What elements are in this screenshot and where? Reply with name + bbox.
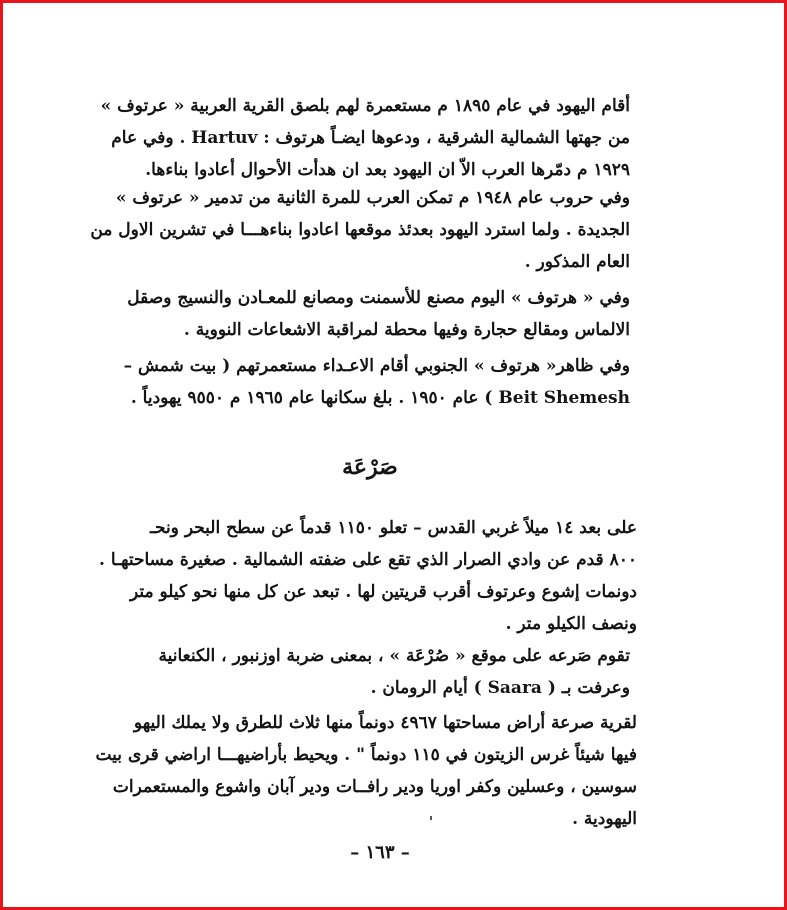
text-line: تقوم صَرعه على موقع « صُرْعَة » ، بمعنى ضربة اوزنبور ، الكنعانية [158,646,630,666]
paragraph-sara-history [160,640,630,704]
text-line: ونصف الكيلو متر . [505,614,637,634]
text-line: Beit Shemesh ) عام ١٩٥٠ . بلغ سكانها عام ١٩٦٥ م ٩٥٥٠ يهودياً . [130,388,630,408]
paragraph-sara-lands [95,707,637,835]
text-line: العام المذكور . [524,252,630,272]
text-line: وفي « هرتوف » اليوم مصنع للأسمنت ومصانع للمعـادن والنسيج وصقل [127,288,630,308]
paragraph-hartuv-today [127,282,630,346]
text-line: اليهودية . [572,809,637,829]
text-line: ١٩٢٩ م دمّرها العرب الاّ ان اليهود بعد ان هدأت الأحوال أعادوا بناءها. [145,160,630,180]
text-line: دونمات إشوع وعرتوف أقرب قريتين لها . تبعد عن كل منها نحو كيلو متر [129,582,637,602]
text-line: أقام اليهود في عام ١٨٩٥ م مستعمرة لهم بلصق القرية العربية « عرتوف » [100,96,630,116]
paragraph-1948-wars [90,182,630,278]
paragraph-beit-shemesh [123,350,630,414]
text-line: من جهتها الشمالية الشرقية ، ودعوها ايضـاً هرتوف : Hartuv . وفي عام [111,128,630,148]
print-speck [430,816,432,820]
text-line: الجديدة . ولما استرد اليهود بعدئذ موقعها اعادوا بناءهـــا في تشرين الاول من [90,220,630,240]
text-line: وفي حروب عام ١٩٤٨ م تمكن العرب للمرة الثانية من تدمير « عرتوف » [115,188,630,208]
text-line: على بعد ١٤ ميلاً غربي القدس – تعلو ١١٥٠ قدماً عن سطح البحر ونحـ [150,518,637,538]
text-line: وعرفت بـ ( Saara ) أيام الرومان . [370,678,630,698]
text-line: سوسين ، وعسلين وكفر اوريا ودير رافــات ودير آبان واشوع والمستعمرات [112,777,637,797]
text-line: لقرية صرعة أراض مساحتها ٤٩٦٧ دونماً منها ثلاث للطرق ولا يملك اليهو [133,713,637,733]
page-number: – ١٦٣ – [350,842,410,863]
paragraph-sara-location [99,512,637,640]
text-line: الالماس ومقالع حجارة وفيها محطة لمراقبة الاشعاعات النووية . [183,320,630,340]
section-title: صَرْعَة [342,454,398,480]
text-line: وفي ظاهر« هرتوف » الجنوبي أقام الاعـداء مستعمرتهم ( بيت شمش – [123,356,630,376]
paragraph-hartuv-founding [100,90,630,186]
text-line: فيها شيئاً غرس الزيتون في ١١٥ دونماً " . ويحيط بأراضيهـــا اراضي قرى بيت [95,745,637,765]
text-line: ٨٠٠ قدم عن وادي الصرار الذي تقع على ضفته الشمالية . صغيرة مساحتهـا . [99,550,637,570]
